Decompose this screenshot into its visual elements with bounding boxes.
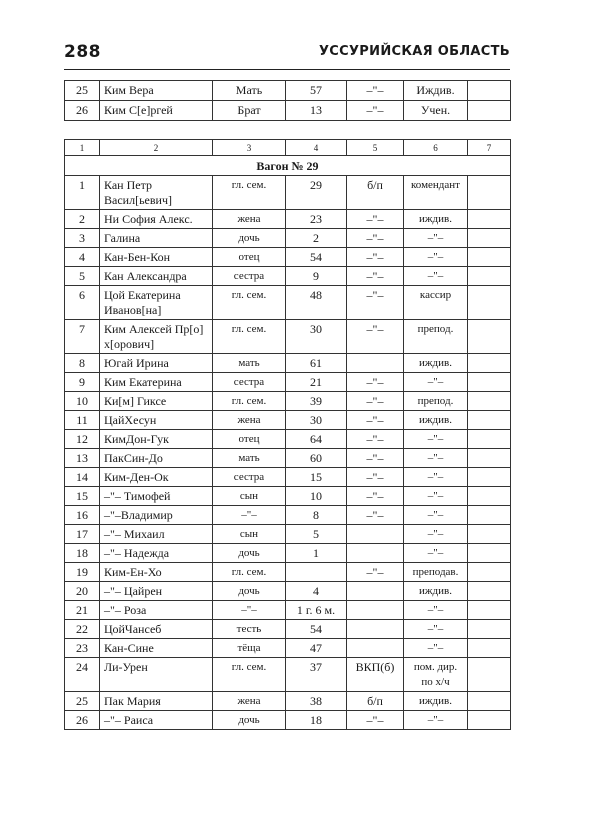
relation-cell: дочь <box>213 711 286 730</box>
row-number-cell: 18 <box>65 544 100 563</box>
table-row <box>65 411 511 430</box>
relation-cell: сестра <box>213 468 286 487</box>
relation-cell: жена <box>213 210 286 229</box>
person-name-cell: –"– Цайрен <box>100 582 213 601</box>
relation-cell: жена <box>213 692 286 711</box>
row-number-cell: 8 <box>65 354 100 373</box>
row-number-cell: 26 <box>65 101 100 121</box>
person-name-cell: –"– Надежда <box>100 544 213 563</box>
table-row <box>65 449 511 468</box>
age-cell: 54 <box>286 248 347 267</box>
party-cell: –"– <box>347 101 404 121</box>
age-cell: 30 <box>286 411 347 430</box>
table-row <box>65 639 511 658</box>
age-cell: 37 <box>286 658 347 692</box>
notes-cell <box>468 711 511 730</box>
notes-cell <box>468 658 511 692</box>
row-number-cell: 26 <box>65 711 100 730</box>
row-number-cell: 1 <box>65 176 100 210</box>
person-name-cell: ПакСин-До <box>100 449 213 468</box>
notes-cell <box>468 411 511 430</box>
person-name-cell: Ким Екатерина <box>100 373 213 392</box>
party-cell: ВКП(б) <box>347 658 404 692</box>
relation-cell: гл. сем. <box>213 176 286 210</box>
row-number-cell: 4 <box>65 248 100 267</box>
table-row <box>65 248 511 267</box>
age-cell: 9 <box>286 267 347 286</box>
column-number: 7 <box>468 140 511 156</box>
notes-cell <box>468 210 511 229</box>
relation-cell: мать <box>213 354 286 373</box>
party-cell: –"– <box>347 392 404 411</box>
party-cell: –"– <box>347 468 404 487</box>
notes-cell <box>468 373 511 392</box>
notes-cell <box>468 582 511 601</box>
occupation-cell: кассир <box>404 286 468 320</box>
notes-cell <box>468 620 511 639</box>
relation-cell: Брат <box>213 101 286 121</box>
occupation-cell: –"– <box>404 544 468 563</box>
row-number-cell: 25 <box>65 692 100 711</box>
person-name-cell: –"– Раиса <box>100 711 213 730</box>
occupation-cell: Иждив. <box>404 81 468 101</box>
person-name-cell: Кан-Сине <box>100 639 213 658</box>
person-name-cell: КимДон-Гук <box>100 430 213 449</box>
row-number-cell: 7 <box>65 320 100 354</box>
person-name-cell: Ким С[е]ргей <box>100 101 213 121</box>
party-cell: –"– <box>347 506 404 525</box>
occupation-cell: –"– <box>404 373 468 392</box>
age-cell: 10 <box>286 487 347 506</box>
row-number-cell: 16 <box>65 506 100 525</box>
person-name-cell: Югай Ирина <box>100 354 213 373</box>
party-cell: –"– <box>347 248 404 267</box>
person-name-cell: Ким-Ен-Хо <box>100 563 213 582</box>
column-number: 4 <box>286 140 347 156</box>
age-cell: 57 <box>286 81 347 101</box>
notes-cell <box>468 101 511 121</box>
occupation-cell: –"– <box>404 229 468 248</box>
table-row <box>65 101 511 121</box>
relation-cell: сестра <box>213 267 286 286</box>
party-cell <box>347 354 404 373</box>
occupation-cell: –"– <box>404 639 468 658</box>
occupation-cell: иждив. <box>404 210 468 229</box>
notes-cell <box>468 692 511 711</box>
table-row <box>65 620 511 639</box>
relation-cell: дочь <box>213 544 286 563</box>
table-row <box>65 711 511 730</box>
party-cell <box>347 525 404 544</box>
table-row <box>65 487 511 506</box>
table-row <box>65 506 511 525</box>
party-cell: б/п <box>347 176 404 210</box>
row-number-cell: 22 <box>65 620 100 639</box>
party-cell <box>347 620 404 639</box>
age-cell: 30 <box>286 320 347 354</box>
relation-cell: отец <box>213 248 286 267</box>
person-name-cell: Ким-Ден-Ок <box>100 468 213 487</box>
row-number-cell: 2 <box>65 210 100 229</box>
table-row <box>65 373 511 392</box>
age-cell: 18 <box>286 711 347 730</box>
column-number: 3 <box>213 140 286 156</box>
relation-cell: Мать <box>213 81 286 101</box>
notes-cell <box>468 286 511 320</box>
age-cell: 48 <box>286 286 347 320</box>
person-name-cell: Кан Петр Васил[ьевич] <box>100 176 213 210</box>
row-number-cell: 11 <box>65 411 100 430</box>
table-row <box>65 692 511 711</box>
table-row <box>65 392 511 411</box>
row-number-cell: 6 <box>65 286 100 320</box>
notes-cell <box>468 563 511 582</box>
party-cell: –"– <box>347 81 404 101</box>
table-row <box>65 176 511 210</box>
column-number-row <box>65 140 511 156</box>
occupation-cell: –"– <box>404 468 468 487</box>
row-number-cell: 10 <box>65 392 100 411</box>
table-row <box>65 601 511 620</box>
age-cell: 39 <box>286 392 347 411</box>
party-cell: –"– <box>347 320 404 354</box>
party-cell <box>347 601 404 620</box>
party-cell: –"– <box>347 411 404 430</box>
row-number-cell: 23 <box>65 639 100 658</box>
page-header <box>64 40 510 66</box>
person-name-cell: –"– Михаил <box>100 525 213 544</box>
table-row <box>65 229 511 248</box>
person-name-cell: Ли-Урен <box>100 658 213 692</box>
row-number-cell: 25 <box>65 81 100 101</box>
person-name-cell: Ким Вера <box>100 81 213 101</box>
table-row <box>65 210 511 229</box>
party-cell: б/п <box>347 692 404 711</box>
person-name-cell: Ни София Алекс. <box>100 210 213 229</box>
row-number-cell: 14 <box>65 468 100 487</box>
wagon-title: Вагон № 29 <box>65 156 511 176</box>
table-row <box>65 563 511 582</box>
occupation-cell: иждив. <box>404 411 468 430</box>
notes-cell <box>468 354 511 373</box>
table-row <box>65 320 511 354</box>
header-rule <box>64 69 510 70</box>
notes-cell <box>468 430 511 449</box>
notes-cell <box>468 81 511 101</box>
person-name-cell: ЦайХесун <box>100 411 213 430</box>
person-name-cell: Цой Екатерина Иванов[на] <box>100 286 213 320</box>
occupation-cell: пом. дир. по х/ч <box>404 658 468 692</box>
table-row <box>65 81 511 101</box>
age-cell: 4 <box>286 582 347 601</box>
person-name-cell: Галина <box>100 229 213 248</box>
notes-cell <box>468 320 511 354</box>
row-number-cell: 19 <box>65 563 100 582</box>
person-name-cell: ЦойЧансеб <box>100 620 213 639</box>
relation-cell: сестра <box>213 373 286 392</box>
table-row <box>65 286 511 320</box>
top-table <box>64 80 511 121</box>
row-number-cell: 3 <box>65 229 100 248</box>
party-cell: –"– <box>347 286 404 320</box>
age-cell: 21 <box>286 373 347 392</box>
wagon-table <box>64 139 511 730</box>
table-row <box>65 544 511 563</box>
age-cell: 1 <box>286 544 347 563</box>
age-cell: 61 <box>286 354 347 373</box>
party-cell: –"– <box>347 210 404 229</box>
age-cell: 13 <box>286 101 347 121</box>
party-cell: –"– <box>347 711 404 730</box>
notes-cell <box>468 639 511 658</box>
occupation-cell: комендант <box>404 176 468 210</box>
relation-cell: гл. сем. <box>213 286 286 320</box>
column-number: 5 <box>347 140 404 156</box>
table-row <box>65 658 511 692</box>
table-row <box>65 267 511 286</box>
occupation-cell: иждив. <box>404 692 468 711</box>
relation-cell: гл. сем. <box>213 563 286 582</box>
age-cell: 64 <box>286 430 347 449</box>
column-number: 6 <box>404 140 468 156</box>
page-number: 288 <box>64 42 101 62</box>
person-name-cell: Ки[м] Гиксе <box>100 392 213 411</box>
row-number-cell: 21 <box>65 601 100 620</box>
notes-cell <box>468 392 511 411</box>
relation-cell: гл. сем. <box>213 392 286 411</box>
party-cell: –"– <box>347 563 404 582</box>
person-name-cell: –"– Роза <box>100 601 213 620</box>
person-name-cell: Кан-Бен-Кон <box>100 248 213 267</box>
occupation-cell: иждив. <box>404 582 468 601</box>
occupation-cell: –"– <box>404 430 468 449</box>
notes-cell <box>468 229 511 248</box>
party-cell: –"– <box>347 267 404 286</box>
age-cell: 23 <box>286 210 347 229</box>
age-cell: 15 <box>286 468 347 487</box>
occupation-cell: преподав. <box>404 563 468 582</box>
notes-cell <box>468 176 511 210</box>
table-row <box>65 582 511 601</box>
occupation-cell: –"– <box>404 711 468 730</box>
row-number-cell: 15 <box>65 487 100 506</box>
relation-cell: жена <box>213 411 286 430</box>
row-number-cell: 9 <box>65 373 100 392</box>
age-cell: 2 <box>286 229 347 248</box>
notes-cell <box>468 248 511 267</box>
wagon-heading-row <box>65 156 511 176</box>
row-number-cell: 17 <box>65 525 100 544</box>
party-cell: –"– <box>347 430 404 449</box>
table-row <box>65 468 511 487</box>
running-title: УССУРИЙСКАЯ ОБЛАСТЬ <box>318 44 510 59</box>
person-name-cell: Ким Алексей Пр[о] х[орович] <box>100 320 213 354</box>
person-name-cell: –"–Владимир <box>100 506 213 525</box>
occupation-cell: –"– <box>404 620 468 639</box>
age-cell: 8 <box>286 506 347 525</box>
occupation-cell: –"– <box>404 601 468 620</box>
relation-cell: дочь <box>213 229 286 248</box>
party-cell: –"– <box>347 229 404 248</box>
party-cell: –"– <box>347 487 404 506</box>
table-row <box>65 354 511 373</box>
relation-cell: –"– <box>213 601 286 620</box>
occupation-cell: Учен. <box>404 101 468 121</box>
party-cell <box>347 544 404 563</box>
relation-cell: тёща <box>213 639 286 658</box>
row-number-cell: 24 <box>65 658 100 692</box>
occupation-cell: –"– <box>404 248 468 267</box>
age-cell: 47 <box>286 639 347 658</box>
age-cell: 29 <box>286 176 347 210</box>
row-number-cell: 5 <box>65 267 100 286</box>
occupation-cell: иждив. <box>404 354 468 373</box>
notes-cell <box>468 468 511 487</box>
relation-cell: гл. сем. <box>213 658 286 692</box>
row-number-cell: 20 <box>65 582 100 601</box>
relation-cell: гл. сем. <box>213 320 286 354</box>
row-number-cell: 12 <box>65 430 100 449</box>
occupation-cell: –"– <box>404 449 468 468</box>
notes-cell <box>468 601 511 620</box>
party-cell: –"– <box>347 373 404 392</box>
age-cell: 5 <box>286 525 347 544</box>
party-cell <box>347 639 404 658</box>
notes-cell <box>468 267 511 286</box>
occupation-cell: –"– <box>404 267 468 286</box>
table-row <box>65 525 511 544</box>
relation-cell: дочь <box>213 582 286 601</box>
relation-cell: тесть <box>213 620 286 639</box>
age-cell: 1 г. 6 м. <box>286 601 347 620</box>
age-cell <box>286 563 347 582</box>
occupation-cell: –"– <box>404 506 468 525</box>
notes-cell <box>468 449 511 468</box>
relation-cell: сын <box>213 525 286 544</box>
person-name-cell: Пак Мария <box>100 692 213 711</box>
occupation-cell: препод. <box>404 392 468 411</box>
column-number: 2 <box>100 140 213 156</box>
row-number-cell: 13 <box>65 449 100 468</box>
notes-cell <box>468 487 511 506</box>
notes-cell <box>468 506 511 525</box>
person-name-cell: –"– Тимофей <box>100 487 213 506</box>
relation-cell: сын <box>213 487 286 506</box>
occupation-cell: препод. <box>404 320 468 354</box>
table-row <box>65 430 511 449</box>
party-cell <box>347 582 404 601</box>
person-name-cell: Кан Александра <box>100 267 213 286</box>
notes-cell <box>468 525 511 544</box>
column-number: 1 <box>65 140 100 156</box>
occupation-cell: –"– <box>404 487 468 506</box>
relation-cell: –"– <box>213 506 286 525</box>
notes-cell <box>468 544 511 563</box>
age-cell: 38 <box>286 692 347 711</box>
relation-cell: мать <box>213 449 286 468</box>
age-cell: 54 <box>286 620 347 639</box>
relation-cell: отец <box>213 430 286 449</box>
age-cell: 60 <box>286 449 347 468</box>
party-cell: –"– <box>347 449 404 468</box>
occupation-cell: –"– <box>404 525 468 544</box>
